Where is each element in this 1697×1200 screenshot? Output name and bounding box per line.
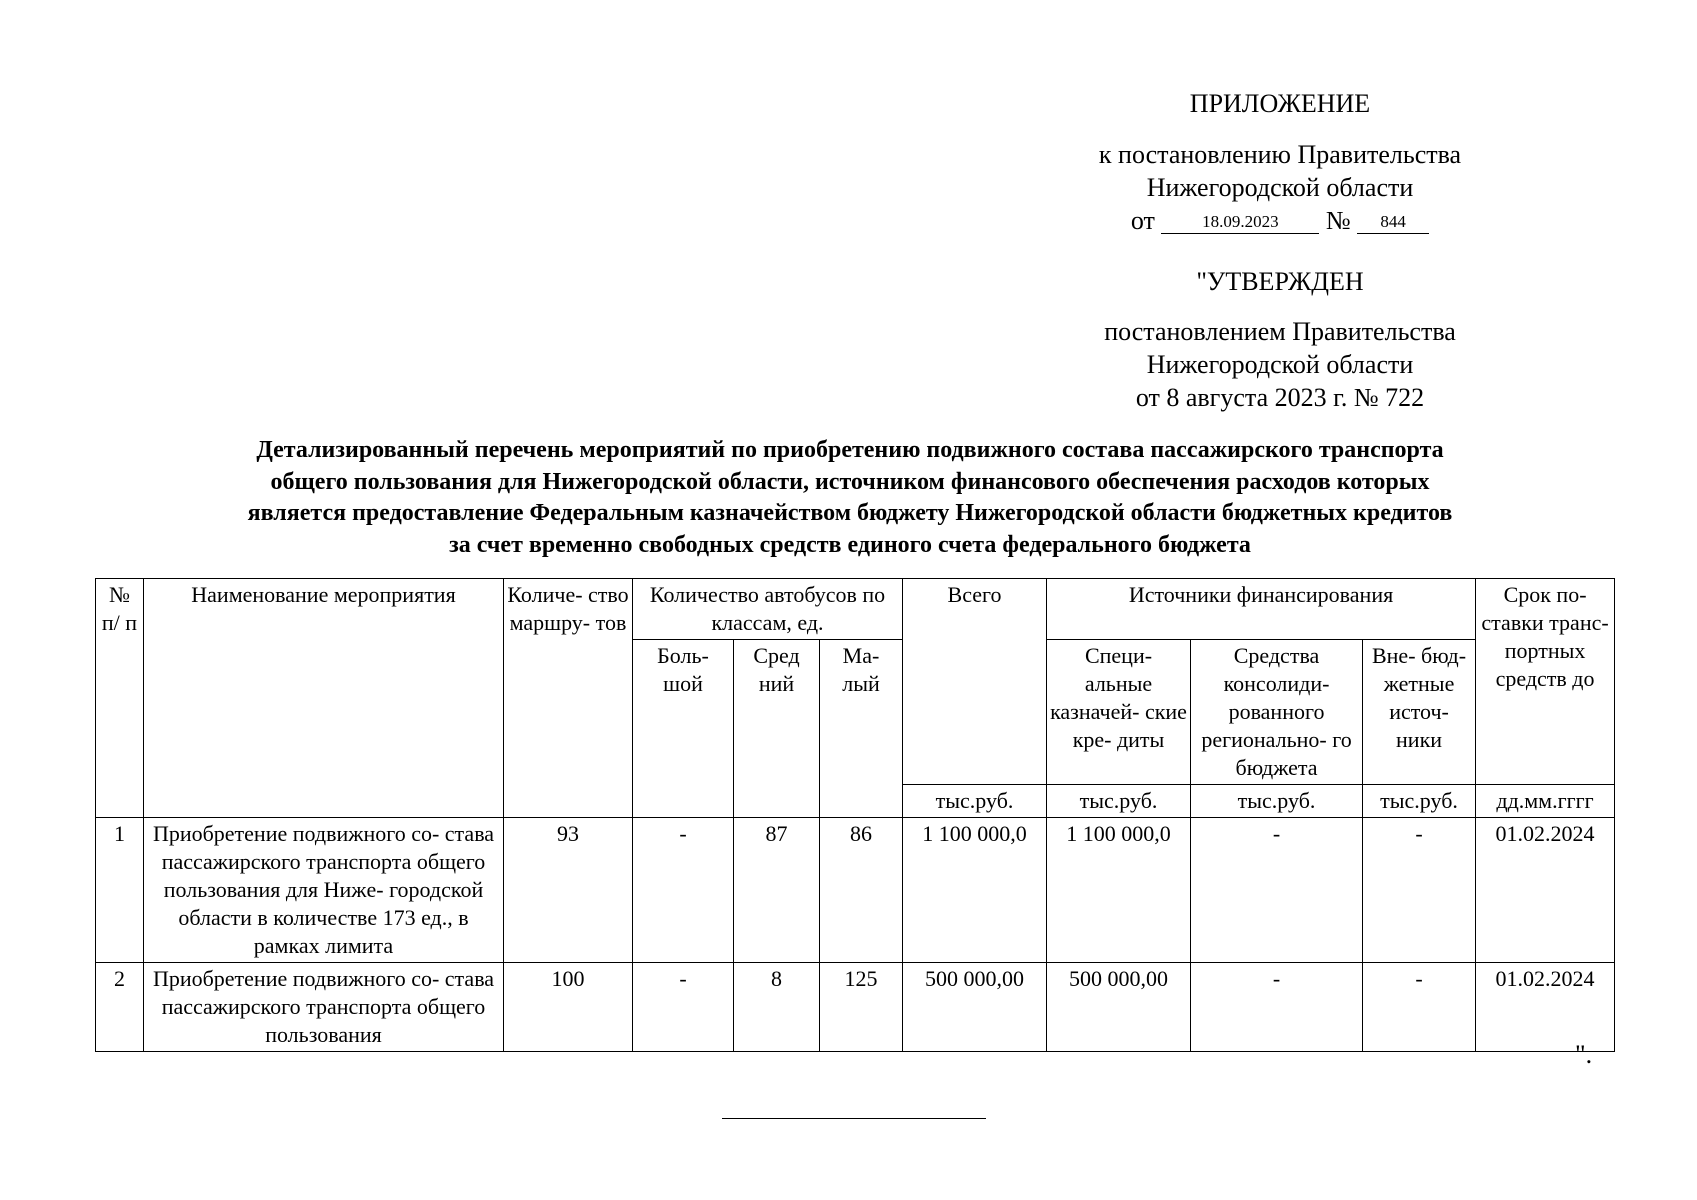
header-extra: Вне- бюд- жетные источ- ники: [1363, 640, 1476, 785]
approved-heading: [1000, 265, 1560, 298]
header-consolidated: Средства консолиди- рованного регионально- го бюджета: [1191, 640, 1363, 785]
title-line4: за счет временно свободных средств единого счета федерального бюджета: [449, 531, 1251, 558]
approved-by-block: [1000, 315, 1560, 414]
row1-extra: -: [1363, 818, 1476, 963]
header-name: Наименование мероприятия: [144, 579, 504, 785]
row1-special: 1 100 000,0: [1047, 818, 1191, 963]
header-num: № п/ п: [96, 579, 144, 785]
approved-by-line2: Нижегородской области: [1146, 350, 1414, 379]
row1-large: -: [633, 818, 734, 963]
row1-total: 1 100 000,0: [903, 818, 1047, 963]
appendix-title-text: ПРИЛОЖЕНИЕ: [1189, 89, 1371, 118]
date-prefix: от: [1130, 206, 1155, 235]
approved-text: "УТВЕРЖДЕН: [1196, 267, 1364, 296]
header-small: Ма- лый: [820, 640, 903, 818]
row1-consolidated: -: [1191, 818, 1363, 963]
row1-routes: 93: [504, 818, 633, 963]
header-medium: Сред ний: [734, 640, 820, 818]
row2-extra: -: [1363, 963, 1476, 1052]
title-line1: Детализированный перечень мероприятий по приобретению подвижного состава пассажирского транспорта: [256, 437, 1444, 463]
row2-num: 2: [96, 963, 144, 1052]
row2-small: 125: [820, 963, 903, 1052]
unit-extra: тыс.руб.: [1363, 785, 1476, 818]
document-title: [110, 435, 1590, 561]
row2-medium: 8: [734, 963, 820, 1052]
row2-name: Приобретение подвижного со- става пассажирского транспорта общего пользования: [144, 963, 504, 1052]
measures-table: [95, 578, 1615, 1052]
resolution-date-number: [1000, 204, 1560, 237]
resolution-reference: [1000, 138, 1560, 237]
unit-consolidated: тыс.руб.: [1191, 785, 1363, 818]
footer-divider: [722, 1118, 986, 1119]
row1-num: 1: [96, 818, 144, 963]
row1-name: Приобретение подвижного со- става пассажирского транспорта общего пользования для Нижe- городской области в количестве 173 ед., в рамках лимита: [144, 818, 504, 963]
header-buses-group: Количество автобусов по классам, ед.: [633, 579, 903, 640]
table-header-row-1: [96, 579, 1615, 640]
appendix-title: [1000, 87, 1560, 120]
unit-deadline: дд.мм.гггг: [1476, 785, 1615, 818]
unit-special: тыс.руб.: [1047, 785, 1191, 818]
to-resolution-line2: Нижегородской области: [1146, 173, 1414, 202]
row2-special: 500 000,00: [1047, 963, 1191, 1052]
unit-num-empty: [96, 785, 144, 818]
row1-medium: 87: [734, 818, 820, 963]
title-line3: является предоставление Федеральным казначейством бюджету Нижегородской области бюджетных кредитов: [247, 500, 1453, 526]
approved-by-line1: постановлением Правительства: [1104, 317, 1456, 346]
unit-name-empty: [144, 785, 504, 818]
resolution-date-field: 18.09.2023: [1161, 211, 1319, 234]
row2-large: -: [633, 963, 734, 1052]
resolution-number-field: 844: [1357, 211, 1429, 234]
row2-total: 500 000,00: [903, 963, 1047, 1052]
row1-small: 86: [820, 818, 903, 963]
number-sign: №: [1325, 206, 1351, 235]
header-routes: Количе- ство маршру- тов: [504, 579, 633, 785]
table-row: [96, 818, 1615, 963]
row2-routes: 100: [504, 963, 633, 1052]
header-large: Боль- шой: [633, 640, 734, 818]
row1-deadline: 01.02.2024: [1476, 818, 1615, 963]
header-deadline: Срок по- ставки транс- портных средств до: [1476, 579, 1615, 785]
row2-consolidated: -: [1191, 963, 1363, 1052]
approved-by-line3: от 8 августа 2023 г. № 722: [1135, 383, 1425, 412]
unit-total: тыс.руб.: [903, 785, 1047, 818]
table-row: [96, 963, 1615, 1052]
header-total: Всего: [903, 579, 1047, 785]
closing-quote: ".: [1575, 1040, 1593, 1069]
to-resolution-line1: к постановлению Правительства: [1098, 140, 1462, 169]
row2-deadline: 01.02.2024: [1476, 963, 1615, 1052]
unit-routes-empty: [504, 785, 633, 818]
header-sources-group: Источники финансирования: [1047, 579, 1476, 640]
header-special: Специ- альные казначей- ские кре- диты: [1047, 640, 1191, 785]
title-line2: общего пользования для Нижегородской области, источником финансового обеспечения расходов которых: [270, 468, 1430, 495]
